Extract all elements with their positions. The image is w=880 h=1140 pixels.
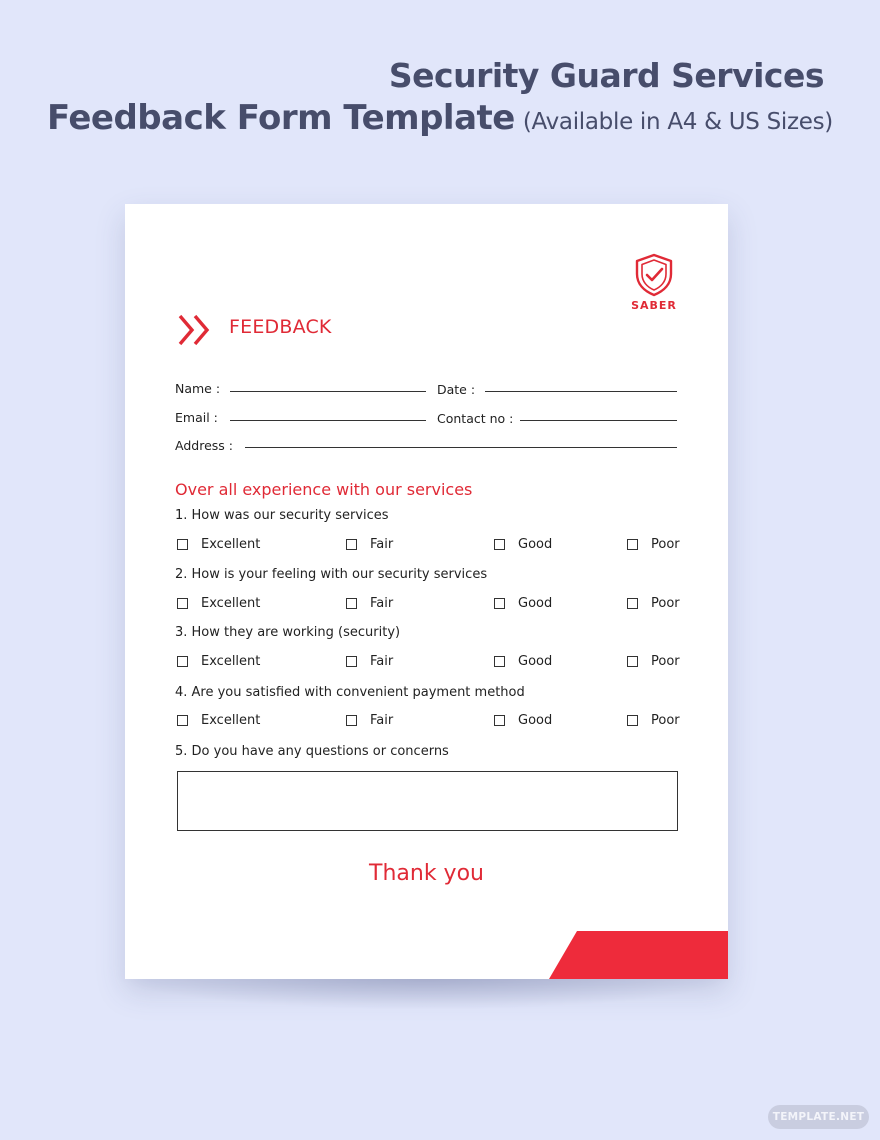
option-label: Good: [518, 537, 553, 552]
option-label: Excellent: [201, 596, 261, 611]
heading-subtitle: (Available in A4 & US Sizes): [522, 109, 833, 135]
option-label: Fair: [370, 654, 394, 669]
option-label: Fair: [370, 596, 394, 611]
email-label: Email :: [175, 410, 218, 425]
page-heading-line2: [47, 98, 833, 138]
option-label: Excellent: [201, 654, 261, 669]
option-label: Poor: [651, 537, 680, 552]
logo-text: SABER: [631, 299, 677, 312]
question-1: 1. How was our security services: [175, 508, 389, 523]
option-label: Good: [518, 713, 553, 728]
option-label: Good: [518, 654, 553, 669]
date-label: Date :: [437, 382, 476, 397]
form-title: FEEDBACK: [229, 316, 332, 338]
red-corner-decoration: [125, 204, 728, 979]
question-2: 2. How is your feeling with our security services: [175, 567, 488, 582]
feedback-form-page: [125, 204, 728, 979]
option-label: Fair: [370, 713, 394, 728]
contact-label: Contact no :: [437, 411, 514, 426]
question-3: 3. How they are working (security): [175, 625, 401, 640]
option-label: Good: [518, 596, 553, 611]
option-label: Fair: [370, 537, 394, 552]
option-label: Poor: [651, 654, 680, 669]
address-label: Address :: [175, 438, 233, 453]
name-label: Name :: [175, 381, 221, 396]
option-label: Excellent: [201, 537, 261, 552]
question-4: 4. Are you satisfied with convenient payment method: [175, 685, 525, 700]
watermark-badge: TEMPLATE.NET: [768, 1105, 869, 1129]
option-label: Excellent: [201, 713, 261, 728]
section-title: Over all experience with our services: [175, 480, 473, 499]
thank-you-text: Thank you: [369, 861, 484, 886]
option-label: Poor: [651, 713, 680, 728]
heading-main: Feedback Form Template: [47, 98, 515, 138]
page-heading-line1: Security Guard Services: [388, 56, 824, 95]
option-label: Poor: [651, 596, 680, 611]
question-5: 5. Do you have any questions or concerns: [175, 744, 449, 759]
